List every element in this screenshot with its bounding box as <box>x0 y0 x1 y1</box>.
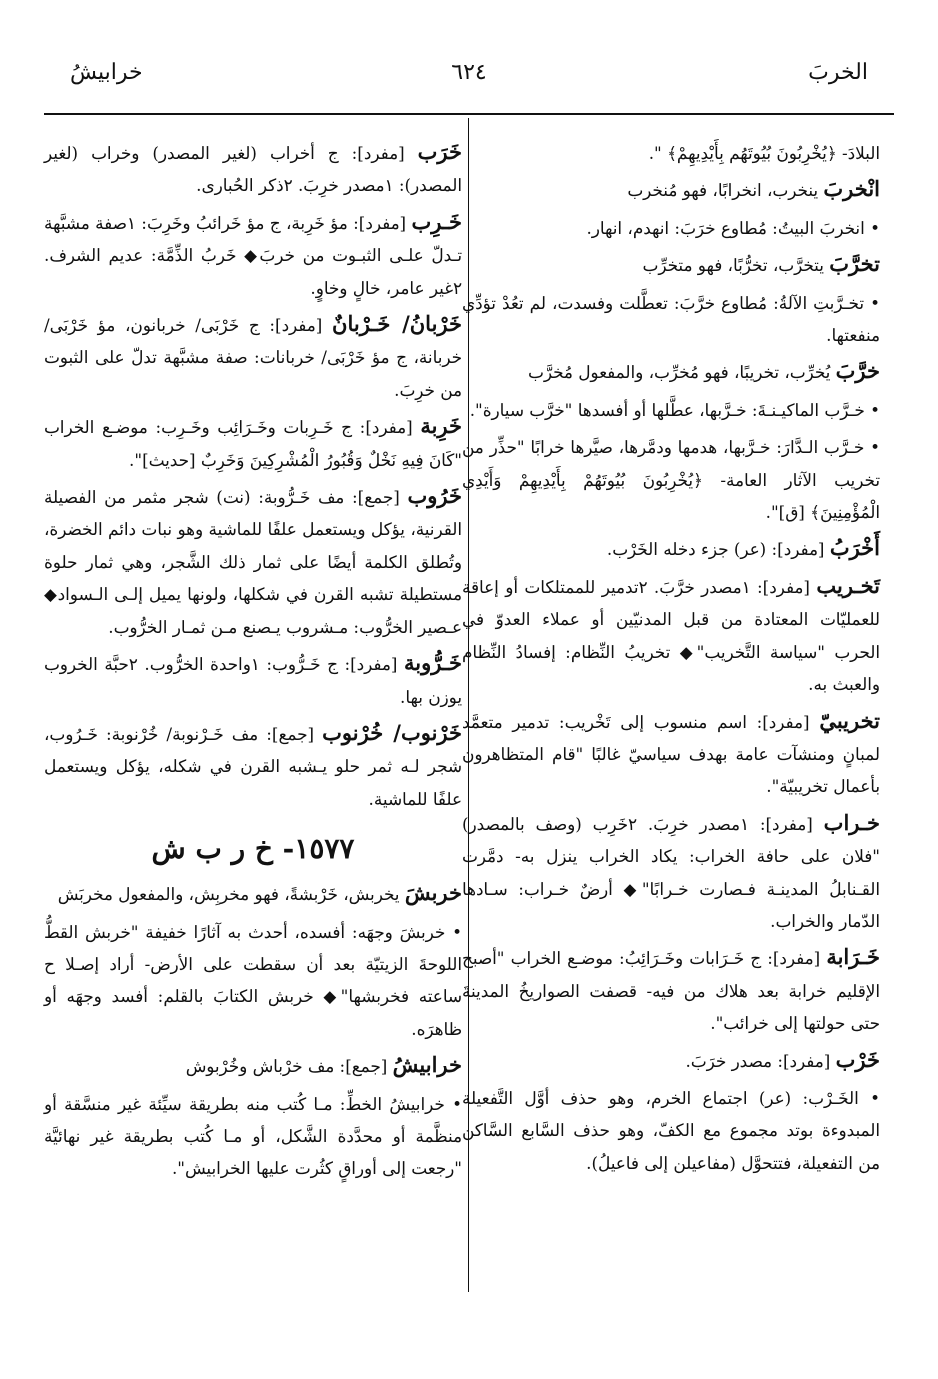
entry <box>44 1049 462 1082</box>
entry-text: • خـرَّب الماكيـنـةَ: خـرَّبها، عطَّلها أو أفسدها "خرَّب سيارة". <box>469 399 880 420</box>
headword: خرَّبَ <box>835 358 880 384</box>
entry-text: [مفرد]: مصدر خرَبَ. <box>685 1050 836 1071</box>
entry <box>44 410 462 476</box>
entry <box>462 286 880 352</box>
entry <box>462 570 880 701</box>
entry <box>462 430 880 528</box>
entry <box>44 915 462 1046</box>
entry-text: [جمع]: مف خرْباش وخُرْبوش <box>185 1056 393 1077</box>
headword: خرابيشُ <box>392 1052 462 1078</box>
entry <box>462 1081 880 1179</box>
headword: تخريبيّ <box>819 707 880 733</box>
entry <box>44 480 462 643</box>
entry-text: [مفرد]: (عر) جزء دخله الخَرْب. <box>606 539 830 560</box>
entry <box>462 532 880 565</box>
entry <box>462 807 880 938</box>
entry <box>462 705 880 803</box>
page-number: ٦٢٤ <box>451 60 487 85</box>
entry-text: [جمع]: مف خَـرْنوبة/ خُرْنوبة: خَـرُوب، شجر لـه ثمر حلو يـشبه القرن في شكله، يؤكل ويستعمل علفًا للماشية. <box>44 723 462 809</box>
headword: انْخربَ <box>823 176 880 202</box>
entry-text: [مفرد]: ج خَـرُّوب: ١واحدة الخرُّوب. ٢حبَّة الخروب يوزن بها. <box>44 654 462 707</box>
entry <box>462 941 880 1039</box>
entry <box>462 136 880 169</box>
header-left-word: خرابيشُ <box>70 60 143 85</box>
entry <box>44 877 462 910</box>
entry-text: [مفرد]: ج خَـرَابات وخَـرَائِبُ: موضـع الخراب "أصبح الإقليم خرابة بعد هلاك من فيه- قصفت الصواريخُ المدينةَ حتى حولتها إلى خرائب". <box>462 948 880 1034</box>
headword: خربشَ <box>404 880 462 906</box>
entry-text: [جمع]: مف خَـرُّوبة: (نت) شجر مثمر من الفصيلة القرنية، يؤكل ويستعمل علفًا للماشية وهو نبات دائم الخضرة، وتُطلق الكلمة أيضًا على ثمار ذلك الشَّجر، وهي ثمار حلوة مستطيلة تشبه القرن في شكلها، ولونها يميل إلـى الـسواد◆ عـصير الخرُّوب: مـشروب يـصنع مـن ثمـار الخرُّوب. <box>44 487 462 637</box>
header-right-word: الخربَ <box>808 60 868 85</box>
entry <box>44 308 462 406</box>
headword: خَـرَابة <box>826 944 880 970</box>
headword: تَخـريب <box>816 572 880 598</box>
entry-text: • تخـرَّبتِ الآلةُ: مُطاوع خرَّبَ: تعطَّلت وفسدت، لم تعُدْ تؤدِّي منفعتها. <box>462 292 880 346</box>
entry-text: ينخرب، انخرابًا، فهو مُنخرب <box>627 180 824 201</box>
entry-text: [مفرد]: ج خَرْبَى/ خربانون، مؤ خَرْبَى/ خربانة، ج مؤ خَرْبَى/ خربانات: صفة مشبَّهة تدلّ على الثبوت من خرِبَ. <box>44 315 462 400</box>
entry-text: • خرابيشُ الخطِّ: مـا كُتب منه بطريقة سيِّئة غير منسَّقة أو منظَّمة أو محدَّدة الشَّكل، أو مـا كُتب بطريقة غير نهائيَّة "رجعت إلى أوراقٍ كثُرت عليها الخرابيش". <box>44 1093 462 1179</box>
headword: خَـرُّوبة <box>404 650 462 676</box>
entry <box>462 211 880 244</box>
entry-text: • خـرَّب الـدَّارَ: خـرَّبها، هدمها ودمَّرها، صيَّرها خرابًا "حذِّر من تخريب الآثار العامة- ﴿يُخْرِبُونَ بُيُوتَهُمْ بِأَيْدِيهِمْ وَأَيْدِي الْمُؤْمِنِينَ﴾ [ق]". <box>462 437 880 523</box>
entry <box>44 206 462 304</box>
headword: خَرُوب <box>407 483 462 509</box>
headword: خَرْب <box>835 1046 880 1072</box>
entry-text: البلادَ- ﴿يُخْرِبُونَ بُيُوتَهُم بِأَيْدِيهِمْ﴾ ". <box>648 143 880 163</box>
entry <box>44 647 462 713</box>
left-column <box>44 136 462 1189</box>
entry-text: يتخرَّب، تخرُّبًا، فهو متخرِّب <box>642 255 830 276</box>
entry-text: [مفرد]: اسم منسوب إلى تَخْريب: تدمير متعمَّد لمبانٍ ومنشآت عامة بهدف سياسيّ غالبًا "قام المتظاهرون بأعمال تخريبيّة". <box>462 711 880 797</box>
entry <box>44 136 462 202</box>
entry-text: [مفرد]: ج أخراب (لغير المصدر) وخراب (لغير المصدر): ١مصدر خرِبَ. ٢ذكر الحُبارى. <box>44 143 462 196</box>
entry-text: [مفرد]: ١مصدر خرِبَ. ٢خَرِب (وصف بالمصدر) "فلان على حافة الخراب: يكاد الخراب ينزل به- دمَّرت القـنابلُ المدينـة فـصارت خـرابًا"◆ أرضٌ خـراب: سـادها الدّمار والخراب. <box>462 813 880 931</box>
headword: أَخْرَبُ <box>829 535 880 561</box>
entry <box>462 248 880 281</box>
headword: خَرِبة <box>420 413 462 439</box>
entry-text: • خربشَ وجهَه: أفسده، أحدث به آثارًا خفيفة "خربش القطُّ اللوحةَ الزيتيّة بعد أن سقطت على الأرض- أراد إصـلا ح ساعته فخربشها"◆ خربش الكتابَ بالقلم: أفسد وجهَه أو ظاهرَه. <box>44 921 462 1039</box>
headword: خَـرِب <box>411 208 462 234</box>
headword: خـراب <box>823 809 880 835</box>
header-rule <box>44 113 894 115</box>
entry-text: [مفرد]: ١مصدر خرَّبَ. ٢تدمير للممتلكات أو إعاقة للعمليّات المعتادة من قبل المدنيّين أو عملاء العدوّ في الحرب "سياسة التَّخريب"◆ تخريبُ النِّظام: إفسادُ النِّظام والعبث به. <box>462 576 880 695</box>
entry-text: يُخرِّب، تخريبًا، فهو مُخرِّب، والمفعول مُخرَّب <box>528 362 836 383</box>
headword: خَرْنوب/ خُرْنوب <box>322 719 462 745</box>
root-heading: ١٥٧٧- خ ر ب ش <box>151 832 355 866</box>
headword: خَرَب <box>417 139 462 164</box>
entry <box>462 173 880 206</box>
entry-text: • الخَـرْب: (عر) اجتماع الخرم، وهو حذف أوَّل التَّفعيلة المبدوءة بوتد مجموع مع الكفّ، وهو حذف السَّابع السَّاكن من التفعيلة، فتتحوَّل (مفاعيلن إلى فاعيلُ). <box>462 1087 880 1173</box>
entry-text: [مفرد]: مؤ خَرِبة، ج مؤ خَرائبُ وخَرِبَ: ١صفة مشبَّهة تـدلّ علـى الثبـوت من خربَ◆ خَربُ الذِّمَّة: عديم الشرف. ٢غير عامر، خالٍ وخاوٍ. <box>44 212 462 298</box>
entry <box>44 1087 462 1185</box>
entry-text: • انخربَ البيتُ: مُطاوع خرَبَ: انهدم، انهار. <box>586 217 880 238</box>
headword: خَرْبانُ/ خَـرْبانٌ <box>332 311 462 337</box>
entry <box>44 717 462 815</box>
headword: تخرَّبَ <box>829 251 880 277</box>
entry <box>462 393 880 426</box>
entry <box>462 355 880 388</box>
entry-text: [مفرد]: ج خَـرِبات وخَـرَائِب وخَـرِب: موضـع الخراب "كَانَ فِيهِ نَخْلٌ وَقُبُورُ الْمُشْرِكِينَ وَخَرِبٌ [حديث]". <box>44 417 462 470</box>
entry-text: يخربش، خَرْبشةً، فهو مخربِش، والمفعول مخربَش <box>57 884 405 905</box>
entry <box>462 1044 880 1077</box>
right-column <box>462 136 880 1183</box>
